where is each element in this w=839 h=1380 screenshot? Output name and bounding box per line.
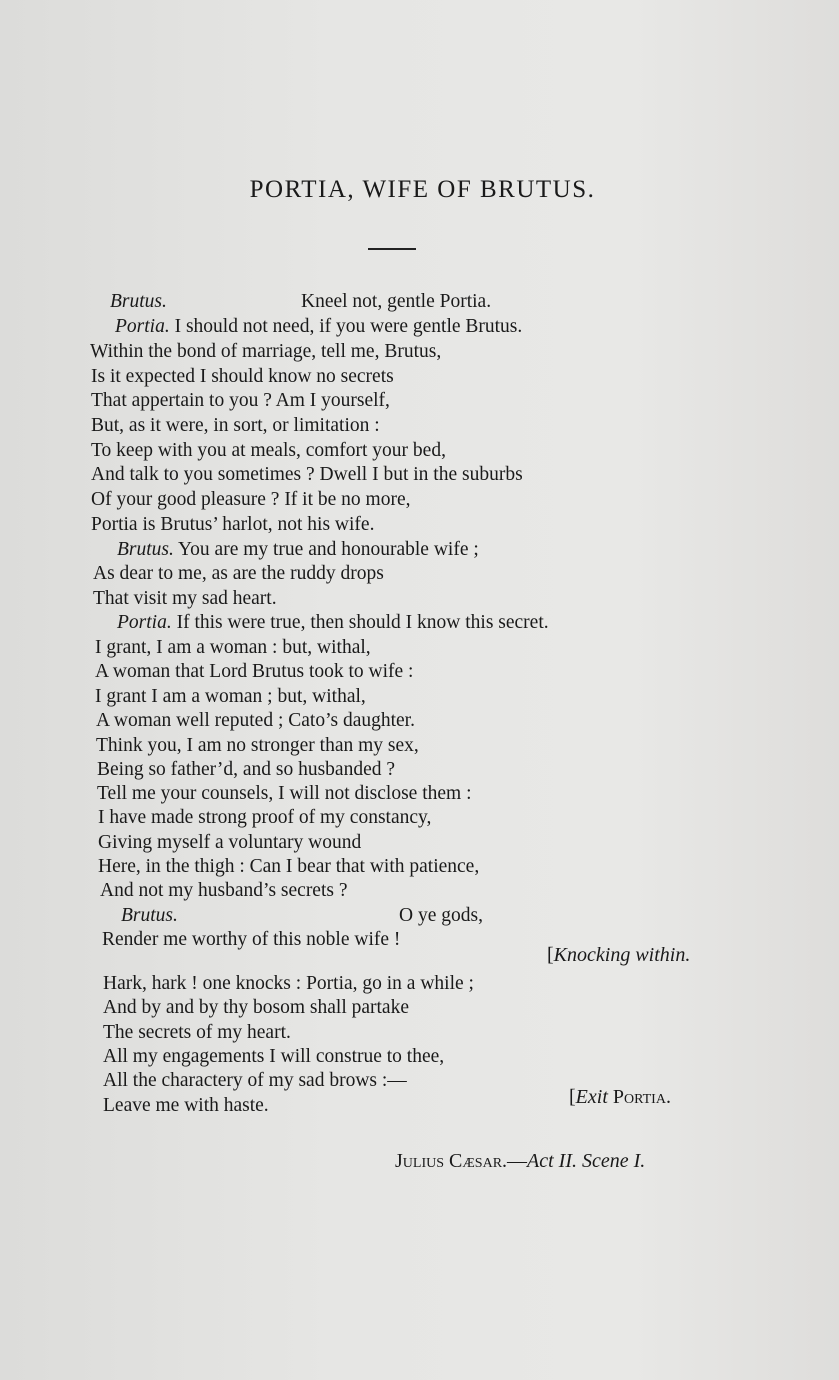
stage-direction-knocking [547,943,690,967]
speech-line: A woman that Lord Brutus took to wife : [95,661,414,682]
speech-line [117,611,549,635]
speech-line: All my engagements I will construe to thee, [103,1046,445,1067]
speech-line: That appertain to you ? Am I yourself, [91,390,390,411]
speaker-name: Brutus. [121,905,178,926]
speech-line: But, as it were, in sort, or limitation : [91,415,380,436]
speech-line: O ye gods, [399,905,483,926]
speech-line: Of your good pleasure ? If it be no more, [91,489,411,510]
speaker-name: Portia. [117,612,172,633]
stage-direction-exit [569,1085,671,1109]
speaker-name: Portia. [115,316,170,337]
line-text: I should not need, if you were gentle Brutus. [169,316,523,337]
citation-dash: — [507,1150,528,1172]
stage-direction-name: Portia. [612,1086,671,1108]
line-text: If this were true, then should I know this secret. [171,612,549,633]
speech-line: I grant, I am a woman : but, withal, [95,637,371,658]
speech-line: I grant I am a woman ; but, withal, [95,686,366,707]
speech-line: Here, in the thigh : Can I bear that with patience, [98,856,480,877]
speech-line: I have made strong proof of my constancy, [98,807,432,828]
speech-line: And by and by thy bosom shall partake [103,997,409,1018]
speech-line: To keep with you at meals, comfort your bed, [91,440,446,461]
line-text: You are my true and honourable wife ; [173,539,479,560]
speech-line [115,315,522,339]
speech-line: That visit my sad heart. [93,588,277,609]
line-text: Kneel not, gentle Portia. [301,291,492,312]
speech-line: Render me worthy of this noble wife ! [102,929,401,950]
speech-line: And talk to you sometimes ? Dwell I but in the suburbs [91,464,523,485]
speech-line: As dear to me, as are the ruddy drops [93,563,384,584]
speech-line: Think you, I am no stronger than my sex, [96,735,419,756]
title-rule [368,248,416,250]
page-title: PORTIA, WIFE OF BRUTUS. [249,176,596,203]
citation-work: Julius Cæsar. [395,1150,508,1172]
speech-line: Tell me your counsels, I will not disclose them : [97,783,472,804]
speech-line: A woman well reputed ; Cato’s daughter. [96,710,415,731]
speech-line: Being so father’d, and so husbanded ? [97,759,396,780]
stage-direction-word: Exit [575,1086,608,1108]
citation-act: Act II. Scene I. [527,1150,646,1172]
speech-line: Hark, hark ! one knocks : Portia, go in a while ; [103,973,474,994]
speech-line [121,904,178,928]
speech-line: Leave me with haste. [103,1095,269,1116]
stage-direction-text: Knocking within. [553,944,691,966]
speech-line: Within the bond of marriage, tell me, Brutus, [90,341,442,362]
stage-bracket: [ [569,1086,576,1108]
speech-line: Portia is Brutus’ harlot, not his wife. [91,514,375,535]
speech-line: The secrets of my heart. [103,1022,291,1043]
speech-line: And not my husband’s secrets ? [100,880,348,901]
speech-line: Is it expected I should know no secrets [91,366,394,387]
stage-bracket: [ [547,944,554,966]
speech-line [301,290,491,314]
speaker-name: Brutus. [117,539,174,560]
speech-line: Giving myself a voluntary wound [98,832,362,853]
citation [395,1149,645,1173]
speaker-name: Brutus. [110,291,167,312]
speech-line: All the charactery of my sad brows :— [103,1070,407,1091]
speech-line [117,538,479,562]
speech-line [110,290,167,314]
